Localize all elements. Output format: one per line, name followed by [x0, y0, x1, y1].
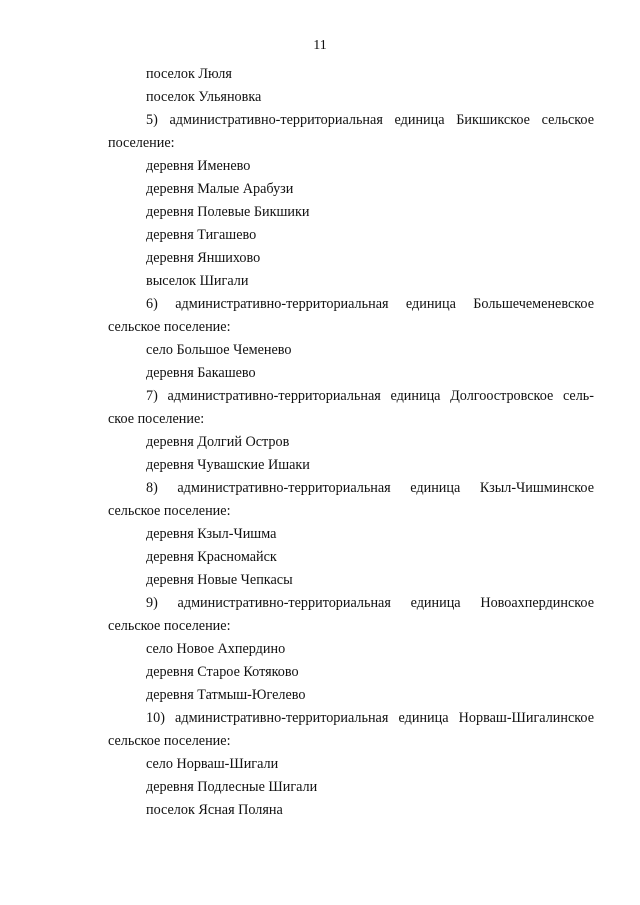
document-body	[108, 63, 594, 822]
list-item: поселок Ульяновка	[146, 89, 262, 105]
list-item: деревня Кзыл-Чишма	[146, 526, 277, 542]
section-heading-continuation: поселение:	[108, 135, 175, 151]
list-item: село Норваш-Шигали	[146, 756, 279, 772]
section-heading-continuation: сельское поселение:	[108, 503, 231, 519]
list-item: деревня Малые Арабузи	[146, 181, 294, 197]
list-item: деревня Яншихово	[146, 250, 261, 266]
list-item: деревня Бакашево	[146, 365, 256, 381]
section-heading: 7) административно-территориальная единица Долгоостровское сель-	[146, 388, 594, 404]
list-item: деревня Татмыш-Югелево	[146, 687, 306, 703]
list-item: поселок Люля	[146, 66, 232, 82]
list-item: село Большое Чеменево	[146, 342, 292, 358]
list-item: деревня Подлесные Шигали	[146, 779, 318, 795]
section-heading-continuation: сельское поселение:	[108, 733, 231, 749]
section-heading-continuation: сельское поселение:	[108, 618, 231, 634]
section-heading-continuation: ское поселение:	[108, 411, 205, 427]
list-item: деревня Тигашево	[146, 227, 257, 243]
list-item: деревня Долгий Остров	[146, 434, 290, 450]
section-heading-continuation: сельское поселение:	[108, 319, 231, 335]
section-heading: 5) административно-территориальная единица Бикшикское сельское	[146, 112, 594, 128]
list-item: деревня Чувашские Ишаки	[146, 457, 310, 473]
section-heading: 10) административно-территориальная единица Норваш-Шигалинское	[146, 710, 594, 726]
section-heading: 9) административно-территориальная единица Новоахпердинское	[146, 595, 594, 611]
list-item: село Новое Ахпердино	[146, 641, 286, 657]
list-item: выселок Шигали	[146, 273, 249, 289]
list-item: деревня Новые Чепкасы	[146, 572, 293, 588]
page-number: 11	[313, 38, 327, 53]
section-heading: 6) административно-территориальная единица Большечеменевское	[146, 296, 594, 312]
list-item: деревня Красномайск	[146, 549, 277, 565]
list-item: деревня Старое Котяково	[146, 664, 299, 680]
list-item: поселок Ясная Поляна	[146, 802, 283, 818]
list-item: деревня Полевые Бикшики	[146, 204, 310, 220]
section-heading: 8) административно-территориальная единица Кзыл-Чишминское	[146, 480, 594, 496]
list-item: деревня Именево	[146, 158, 251, 174]
